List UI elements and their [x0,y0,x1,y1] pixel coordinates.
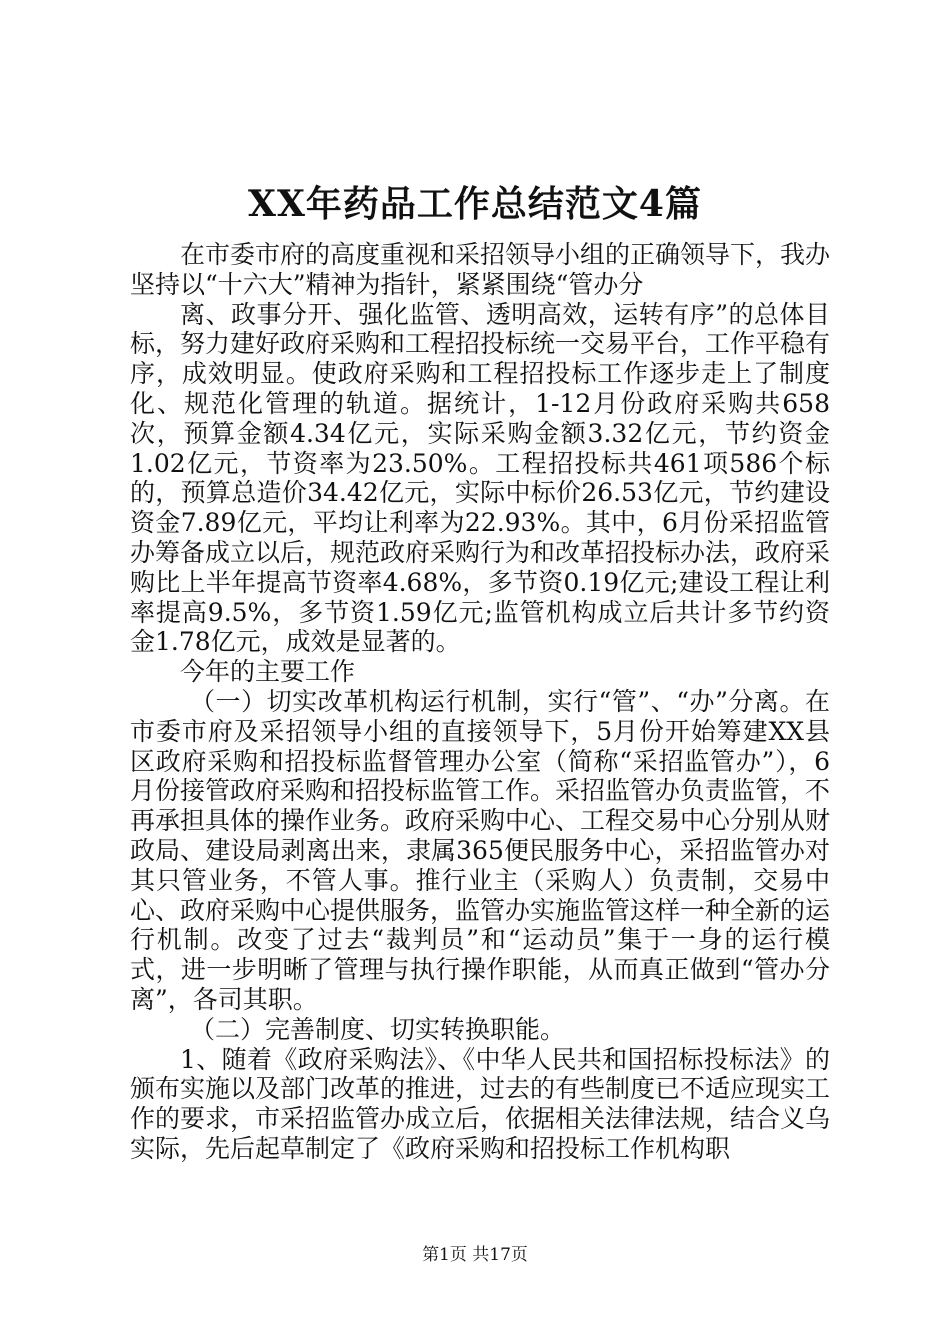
paragraph-main-work-heading: 今年的主要工作 [180,657,356,687]
page-number-footer: 第1页 共17页 [422,1245,528,1265]
paragraph-goals-statistics: 离、政事分开、强化监管、透明高效，运转有序”的总体目标，努力建好政府采购和工程招投标统一交易平台，工作平稳有序，成效明显。使政府采购和工程招投标工作逐步走上了制度化、规范化管理的轨道。据统计，1-12月份政府采购共658次，预算金额4.34亿元，实际采购金额3.32亿元，节约资金1.02亿元，节资率为23.50%。工程招投标共461项586个标的，预算总造价34.42亿元，实际中标价26.53亿元，节约建设资金7.89亿元，平均让利率为22.93%。其中，6月份采招监管办筹备成立以后，规范政府采购行为和改革招投标办法，政府采购比上半年提高节资率4.68%，多节资0.19亿元;建设工程让利率提高9.5%，多节资1.59亿元;监管机构成立后共计多节约资金1.78亿元，成效是显著的。 [130,299,831,657]
paragraph-section-one: （一）切实改革机构运行机制，实行“管”、“办”分离。在市委市府及采招领导小组的直接领导下，5月份开始筹建XX县区政府采购和招投标监督管理办公室（简称“采招监管办”），6月份接管政府采购和招投标监管工作。采招监管办负责监管，不再承担具体的操作业务。政府采购中心、工程交易中心分别从财政局、建设局剥离出来，隶属365便民服务中心，采招监管办对其只管业务，不管人事。推行业主（采购人）负责制，交易中心、政府采购中心提供服务，监管办实施监管这样一种全新的运行机制。改变了过去“裁判员”和“运动员”集于一身的运行模式，进一步明晰了管理与执行操作职能，从而真正做到“管办分离”，各司其职。 [130,686,831,1014]
paragraph-intro: 在市委市府的高度重视和采招领导小组的正确领导下，我办坚持以“十六大”精神为指针，紧紧围绕“管办分 [130,240,831,299]
paragraph-item-one: 1、随着《政府采购法》、《中华人民共和国招标投标法》的颁布实施以及部门改革的推进，过去的有些制度已不适应现实工作的要求，市采招监管办成立后，依据相关法律法规，结合义乌实际，先后起草制定了《政府采购和招投标工作机构职 [130,1044,831,1163]
document-title: XX年药品工作总结范文4篇 [248,183,702,225]
document-body [130,240,830,1164]
paragraph-section-two-heading: （二）完善制度、切实转换职能。 [190,1014,566,1044]
